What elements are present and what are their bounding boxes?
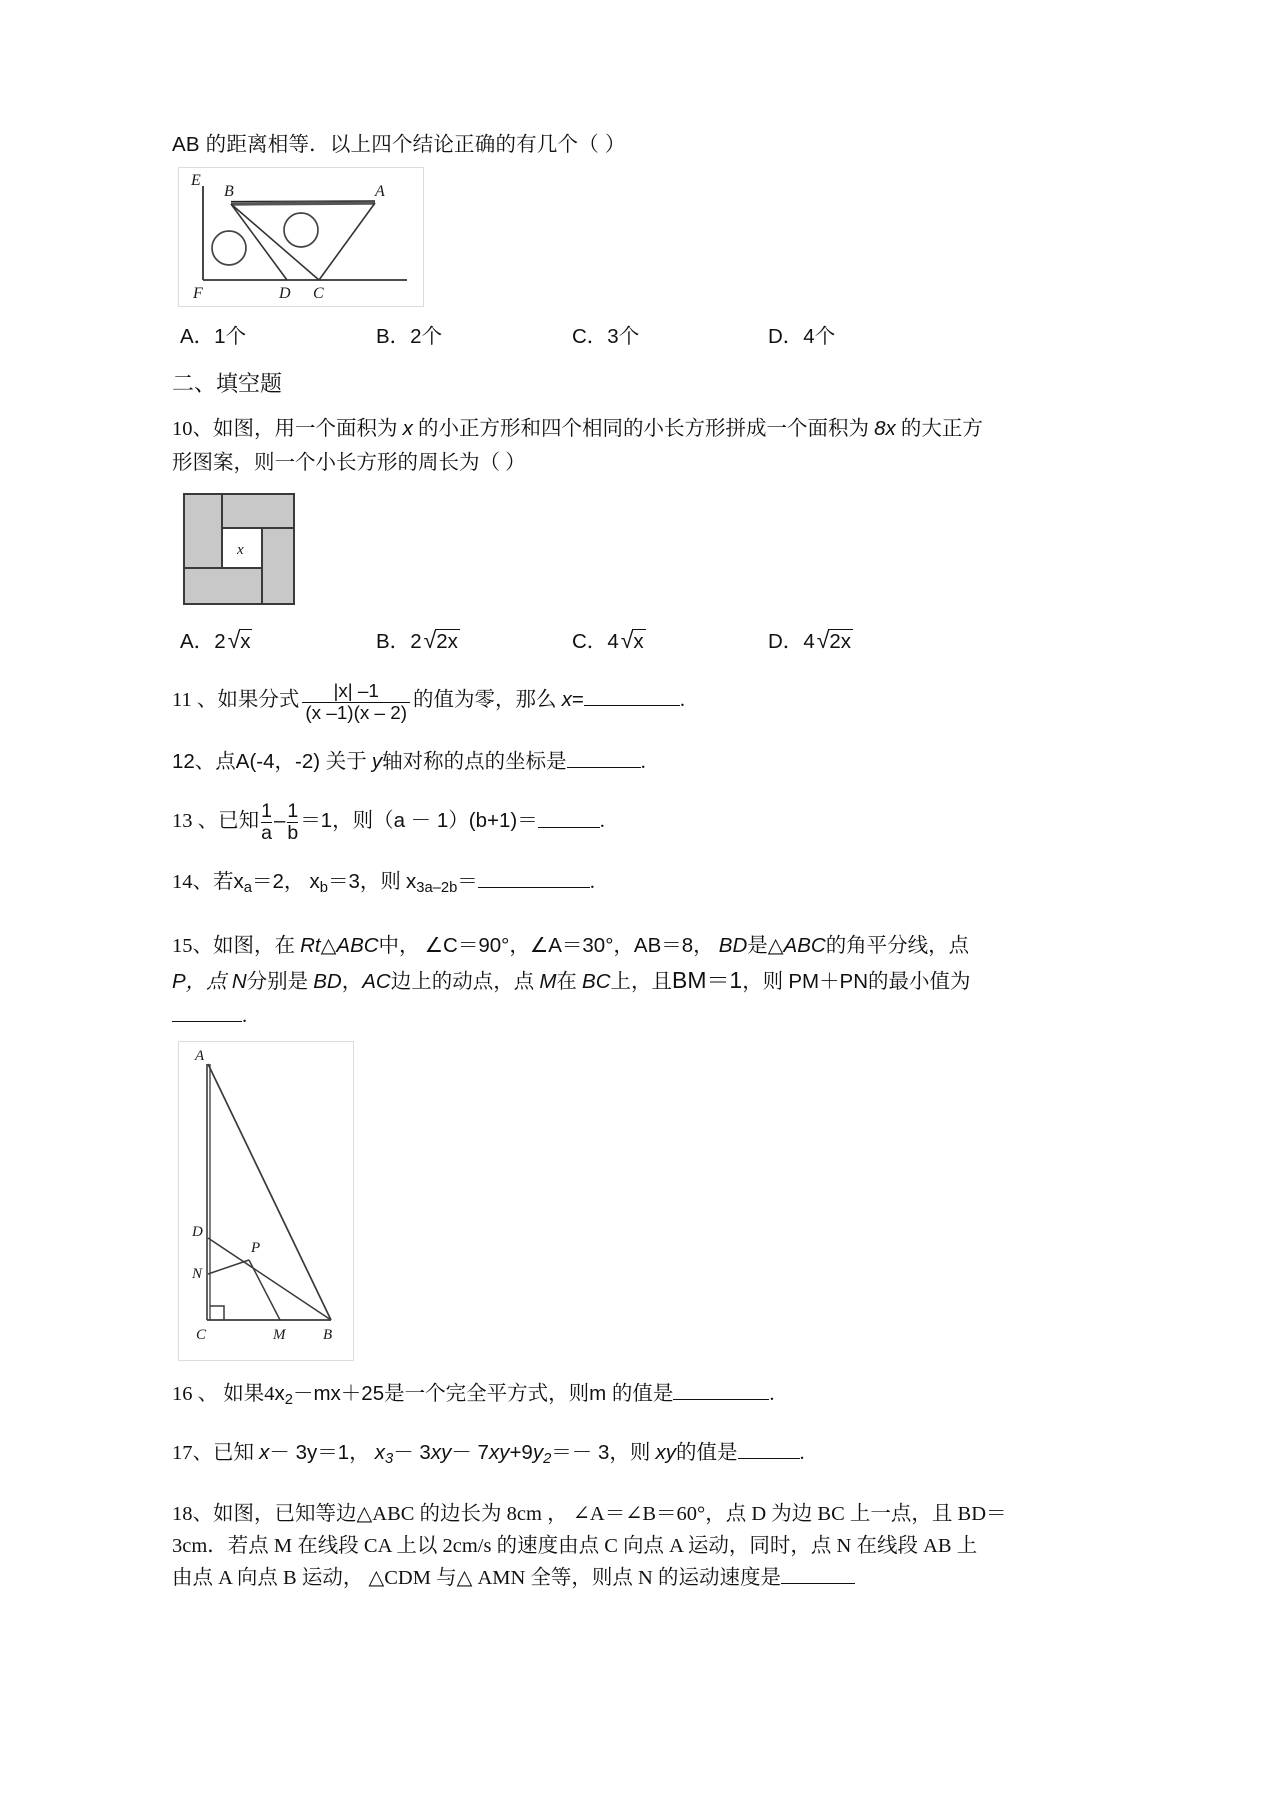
q15-rt-abc: Rt△ABC (300, 934, 379, 958)
option-c-coef: 4 (607, 630, 619, 653)
option-c-radicand: x (633, 630, 644, 653)
q15-l1-b: 中， (378, 935, 420, 958)
q14-answer-blank[interactable] (478, 887, 590, 888)
q17-v3: xy (430, 1440, 452, 1464)
q17-lead: 17、已知 (172, 1441, 254, 1464)
question-15-line1 (172, 929, 1112, 963)
figure-9-label-B: B (224, 183, 234, 200)
question-11 (172, 680, 1112, 723)
q18-text-line2: 3cm．若点 M 在线段 CA 上以 2cm/s 的速度由点 C 向点 A 运动，同时，点 N 在线段 AB 上 (172, 1534, 978, 1557)
q15-bd-2: BD (313, 970, 342, 994)
q11-answer-blank[interactable] (584, 705, 680, 706)
section-heading-2: 二、填空题 (172, 371, 283, 396)
q11-numerator: |x| –1 (333, 679, 379, 701)
option-c[interactable]: C．3个 (572, 325, 640, 348)
question-9-tail: AB 的距离相等．以上四个结论正确的有几个（ ） (172, 133, 626, 156)
question-15-line2 (172, 963, 1112, 999)
q14-t3-base: x (406, 870, 417, 894)
question-18-line3 (172, 1562, 1112, 1594)
q15-angles: ∠C＝90°，∠A＝30°，AB＝8， (424, 934, 714, 958)
q15-pm-pn: PM＋PN (788, 970, 869, 994)
document-content (172, 128, 1112, 1594)
q11-mid: 的值为零，那么 (413, 689, 557, 711)
option-d-coef: 4 (803, 630, 815, 653)
figure-15-label-A: A (195, 1048, 205, 1065)
q13-fraction-1 (261, 801, 272, 843)
figure-9-label-F: F (193, 285, 203, 302)
option-b[interactable]: B．2个 (376, 325, 443, 348)
option-b[interactable] (376, 624, 572, 654)
option-d-letter: D． (768, 630, 804, 653)
q18-text-line3: 由点 A 向点 B 运动， △CDM 与△ AMN 全等，则点 N 的运动速度是 (172, 1566, 781, 1589)
q13-period: . (599, 810, 605, 833)
q17-v5 (532, 1440, 552, 1467)
option-a-coef: 2 (214, 630, 226, 653)
figure-15-svg (179, 1042, 353, 1360)
q15-ac: AC (362, 970, 391, 994)
q18-text-line1: 18、如图，已知等边△ABC 的边长为 8cm ， ∠A＝∠B＝60°，点 D 为边 BC 上一点，且 BD＝ (172, 1502, 1007, 1525)
option-b-coef: 2 (410, 630, 422, 653)
q17-p3: － 7 (451, 1440, 489, 1464)
option-b-radicand: 2x (436, 630, 458, 653)
option-a-letter: A． (180, 630, 215, 653)
figure-question-15 (178, 1041, 354, 1361)
figure-15-label-C: C (196, 1327, 207, 1344)
option-d-radical: √2x (816, 627, 851, 653)
q15-l2-a: P，点 (172, 970, 227, 994)
q14-t3-sub: 3a–2b (416, 880, 458, 897)
q15-m: M (539, 970, 557, 994)
q17-v6: xy (655, 1440, 677, 1464)
q10-var-x: x (402, 417, 413, 440)
question-10-options (180, 624, 1112, 654)
question-18-line1 (172, 1498, 1112, 1530)
q14-t1-base: x (233, 870, 244, 894)
figure-15-label-M: M (273, 1327, 286, 1344)
q15-l1-d: 是△ (747, 935, 784, 958)
q17-period: . (799, 1441, 805, 1464)
q13-frac1-num: 1 (261, 800, 272, 823)
question-9-options (180, 319, 1112, 349)
q16-period: . (769, 1383, 775, 1406)
q16-x-base: x (274, 1382, 285, 1406)
q12-answer-blank[interactable] (567, 767, 641, 768)
q15-l2-h: 的最小值为 (868, 971, 971, 994)
option-c-radical: √x (620, 627, 644, 653)
q13-frac1-den: a (261, 821, 272, 844)
figure-15-label-N: N (192, 1266, 203, 1283)
q17-v2-base: x (374, 1440, 385, 1464)
q17-answer-blank[interactable] (738, 1458, 800, 1459)
figure-10-svg (180, 490, 304, 608)
option-b-radical: √2x (423, 627, 458, 653)
q11-fraction (302, 681, 410, 723)
q10-text-1: 10、如图，用一个面积为 (172, 418, 398, 440)
q15-period: . (242, 1005, 248, 1028)
q15-l2-f: 上，且 (610, 971, 673, 994)
q12-var-y: y (371, 750, 383, 774)
q13-lead: 13 、已知 (172, 810, 260, 833)
q15-bd-1: BD (718, 934, 748, 958)
q15-bm: BM＝1 (672, 967, 743, 994)
q11-denominator: (x –1)(x – 2) (302, 702, 410, 724)
q15-bc: BC (582, 970, 611, 994)
q11-var: x (561, 688, 572, 711)
q13-frac2-den: b (287, 821, 299, 844)
option-a-radicand: x (240, 630, 251, 653)
q15-n: N (231, 970, 247, 994)
q14-lead: 14、若 (172, 871, 234, 894)
option-b-letter: B． (376, 630, 411, 653)
q16-x-sub: 2 (284, 1392, 293, 1409)
option-d-radicand: 2x (829, 630, 851, 653)
q12-text-1: 12、点A(-4，-2) 关于 (172, 750, 367, 774)
q15-l2-c: ， (341, 971, 363, 994)
question-12 (172, 745, 1112, 779)
q17-p1: － 3y＝1， (269, 1440, 370, 1464)
q14-t3-eq: ＝ (457, 870, 478, 894)
q17-p2: － 3 (393, 1440, 431, 1464)
question-16 (172, 1377, 1112, 1417)
option-a-radical: √x (227, 627, 251, 653)
q14-t1-sub: a (243, 880, 252, 897)
q16-x-squared (274, 1382, 293, 1409)
q17-v2 (374, 1440, 394, 1467)
q17-p6: 的值是 (676, 1441, 738, 1464)
q11-eq: = (571, 688, 584, 711)
q13-answer-blank[interactable] (538, 827, 600, 828)
figure-question-9 (178, 167, 424, 307)
q14-t2-value: ＝3，则 (327, 870, 401, 894)
option-a[interactable] (180, 624, 376, 654)
question-15-line3 (172, 999, 1112, 1033)
figure-9-label-D: D (279, 285, 291, 302)
q13-mid: ＝1，则（a － 1）(b+1)＝ (300, 809, 538, 833)
option-d[interactable] (768, 624, 853, 654)
q12-period: . (640, 751, 646, 774)
q14-period: . (589, 871, 595, 894)
option-c-letter: C． (572, 630, 608, 653)
question-13 (172, 801, 1112, 843)
q15-l2-d: 边上的动点，点 (390, 971, 535, 994)
q17-v1: x (259, 1440, 270, 1464)
q10-area-big: 8x (874, 417, 896, 440)
q13-minus: – (273, 809, 286, 833)
q15-l1-e: 的角平分线，点 (825, 935, 970, 958)
q12-text-2: 轴对称的点的坐标是 (382, 751, 567, 774)
option-c[interactable] (572, 624, 768, 654)
figure-15-label-B: B (323, 1327, 333, 1344)
question-17 (172, 1436, 1112, 1476)
q11-period: . (679, 689, 686, 711)
figure-9-label-A: A (375, 183, 385, 200)
q14-t2-base: x (309, 870, 320, 894)
figure-question-10 (180, 490, 1112, 608)
q14-term-1 (233, 870, 252, 897)
q17-v2-sub: 3 (385, 1450, 394, 1467)
figure-9-label-E: E (191, 172, 201, 189)
q17-p4: +9 (509, 1440, 533, 1464)
option-d[interactable]: D．4个 (768, 325, 836, 348)
figure-9-svg (179, 168, 423, 306)
q15-l2-e: 在 (556, 971, 577, 994)
q15-answer-blank[interactable] (172, 1021, 242, 1022)
q15-l2-g: ，则 (742, 971, 784, 994)
q14-t1-value: ＝2， (251, 870, 305, 894)
q15-l2-b: 分别是 (246, 971, 309, 994)
q17-v5-base: y (532, 1440, 544, 1464)
q15-l1-a: 15、如图，在 (172, 935, 295, 958)
figure-10-label-x: x (237, 542, 244, 558)
question-10-line1 (172, 412, 1112, 446)
question-14 (172, 865, 1112, 905)
q18-answer-blank[interactable] (781, 1583, 855, 1584)
q16-lead: 16 、 如果4 (172, 1383, 275, 1406)
q16-answer-blank[interactable] (673, 1399, 769, 1400)
q10-text-3: 的大正方 (900, 418, 983, 440)
figure-15-label-P: P (251, 1240, 261, 1257)
figure-9-label-C: C (313, 285, 324, 302)
q17-p5: ＝－ 3，则 (551, 1440, 651, 1464)
option-a[interactable]: A．1个 (180, 325, 247, 348)
q13-frac2-num: 1 (287, 800, 299, 823)
q16-mid: －mx＋25是一个完全平方式，则m 的值是 (292, 1382, 674, 1406)
question-18-line2 (172, 1530, 1112, 1562)
q11-lead: 11 、如果分式 (172, 689, 300, 711)
q15-abc-1: ABC (783, 934, 826, 958)
q17-v4: xy (488, 1440, 510, 1464)
question-10-line2: 形图案，则一个小长方形的周长为（ ） (172, 452, 526, 474)
q13-fraction-2 (287, 801, 298, 843)
figure-15-label-D: D (192, 1224, 203, 1241)
q14-t2-sub: b (319, 880, 328, 897)
q14-term-2 (309, 870, 328, 897)
q14-term-3 (406, 870, 458, 897)
q17-v5-sub: 2 (543, 1450, 552, 1467)
q10-text-2: 的小正方形和四个相同的小长方形拼成一个面积为 (418, 418, 869, 440)
